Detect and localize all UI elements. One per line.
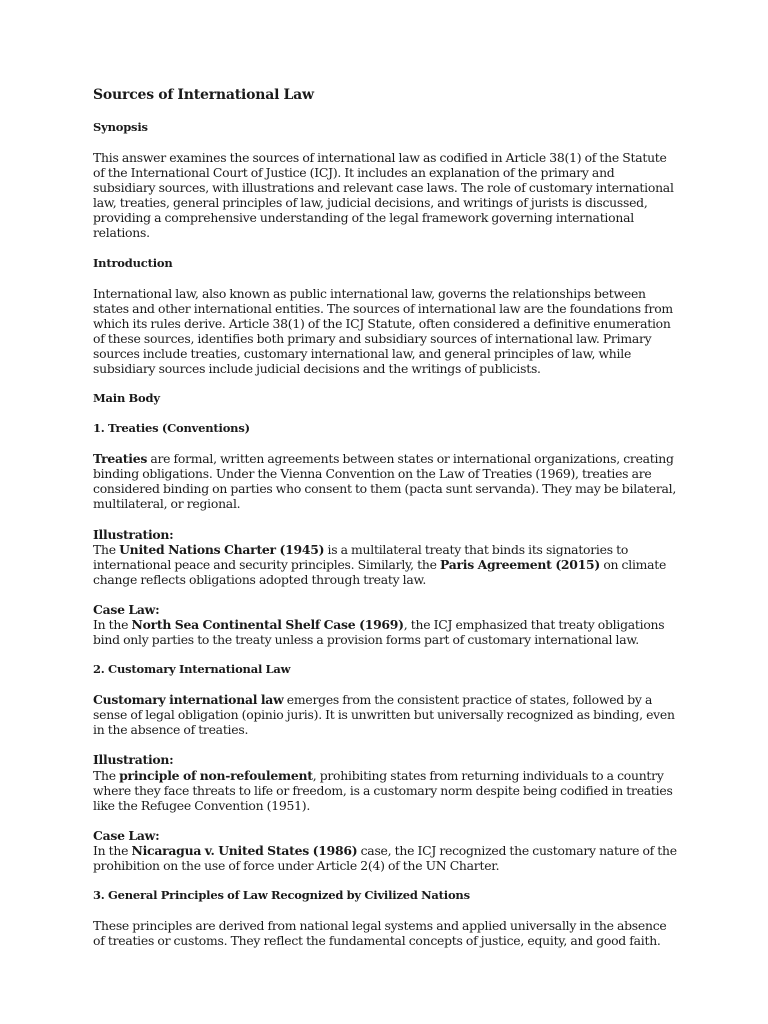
north-sea-case-term: North Sea Continental Shelf Case (1969) (131, 616, 404, 632)
customary-paragraph (93, 692, 678, 737)
treaties-caselaw-label: Case Law: (93, 601, 160, 617)
customary-illustration-text-1: The (93, 767, 120, 783)
treaties-paragraph (93, 451, 678, 511)
document-title: Sources of International Law (93, 87, 314, 103)
treaties-caselaw-text-2: , the ICJ emphasized that treaty obligations bind only parties to the treaty unless a provision forms part of customary international law. (93, 616, 665, 648)
treaties-caselaw (93, 602, 678, 647)
treaties-illustration-text-3: on climate change reflects obligations adopted through treaty law. (93, 556, 667, 587)
treaties-illustration-text-1: The (93, 541, 120, 557)
synopsis-paragraph: This answer examines the sources of international law as codified in Article 38(1) of the Statute of the International Court of Justice (ICJ). It includes an explanation of the primary and subsidiary sources, with illustrations and relevant case laws. The role of customary international law, treaties, general principles of law, judicial decisions, and writings of jurists is discussed, providing a comprehensive understanding of the legal framework governing international relations. (93, 150, 674, 241)
treaties-text: are formal, written agreements between states or international organizations, creating binding obligations. Under the Vienna Convention on the Law of Treaties (1969), treaties are considered binding on parties who consent to them (pacta sunt servanda). They may be bilateral, multilateral, or regional. (93, 451, 677, 512)
customary-illustration (93, 752, 678, 812)
treaties-heading: 1. Treaties (Conventions) (93, 421, 250, 436)
customary-caselaw-text-2: case, the ICJ recognized the customary nature of the prohibition on the use of force under Article 2(4) of the UN Charter. (93, 842, 677, 873)
un-charter-term: United Nations Charter (1945) (119, 541, 325, 557)
nicaragua-case-term: Nicaragua v. United States (1986) (131, 842, 358, 858)
general-principles-paragraph: These principles are derived from national legal systems and applied universally in the absence of treaties or customs. They reflect the fundamental concepts of justice, equity, and good faith. (93, 918, 667, 949)
main-body-heading: Main Body (93, 391, 160, 406)
introduction-heading: Introduction (93, 255, 173, 270)
customary-illustration-label: Illustration: (93, 752, 174, 768)
customary-text: emerges from the consistent practice of states, followed by a sense of legal obligation (opinio juris). It is unwritten but universally recognized as binding, even in the absence of treaties. (93, 692, 675, 738)
customary-caselaw (93, 828, 678, 873)
document-page (93, 86, 678, 963)
treaties-caselaw-text-1: In the (93, 616, 132, 632)
customary-caselaw-text-1: In the (93, 842, 132, 858)
customary-term: Customary international law (93, 692, 284, 708)
treaties-illustration-text-2: is a multilateral treaty that binds its signatories to international peace and security principles. Similarly, the (93, 541, 629, 572)
introduction-paragraph: International law, also known as public international law, governs the relationships between states and other international entities. The sources of international law are the foundations from which its rules derive. Article 38(1) of the ICJ Statute, often considered a definitive enumeration of these sources, identifies both primary and subsidiary sources of international law. Primary sources include treaties, customary international law, and general principles of law, while subsidiary sources include judicial decisions and the writings of publicists. (93, 285, 673, 377)
paris-agreement-term: Paris Agreement (2015) (439, 556, 601, 572)
non-refoulement-term: principle of non-refoulement (119, 767, 313, 783)
customary-caselaw-label: Case Law: (93, 827, 160, 843)
customary-heading: 2. Customary International Law (93, 662, 291, 677)
treaties-illustration-label: Illustration: (93, 526, 174, 542)
general-principles-heading: 3. General Principles of Law Recognized by Civilized Nations (93, 888, 470, 903)
synopsis-heading: Synopsis (93, 120, 148, 134)
customary-illustration-text-2: , prohibiting states from returning individuals to a country where they face threats to life or freedom, is a customary norm despite being codified in treaties like the Refugee Convention (1951). (93, 767, 673, 813)
treaties-term: Treaties (93, 451, 148, 467)
treaties-illustration (93, 527, 678, 587)
